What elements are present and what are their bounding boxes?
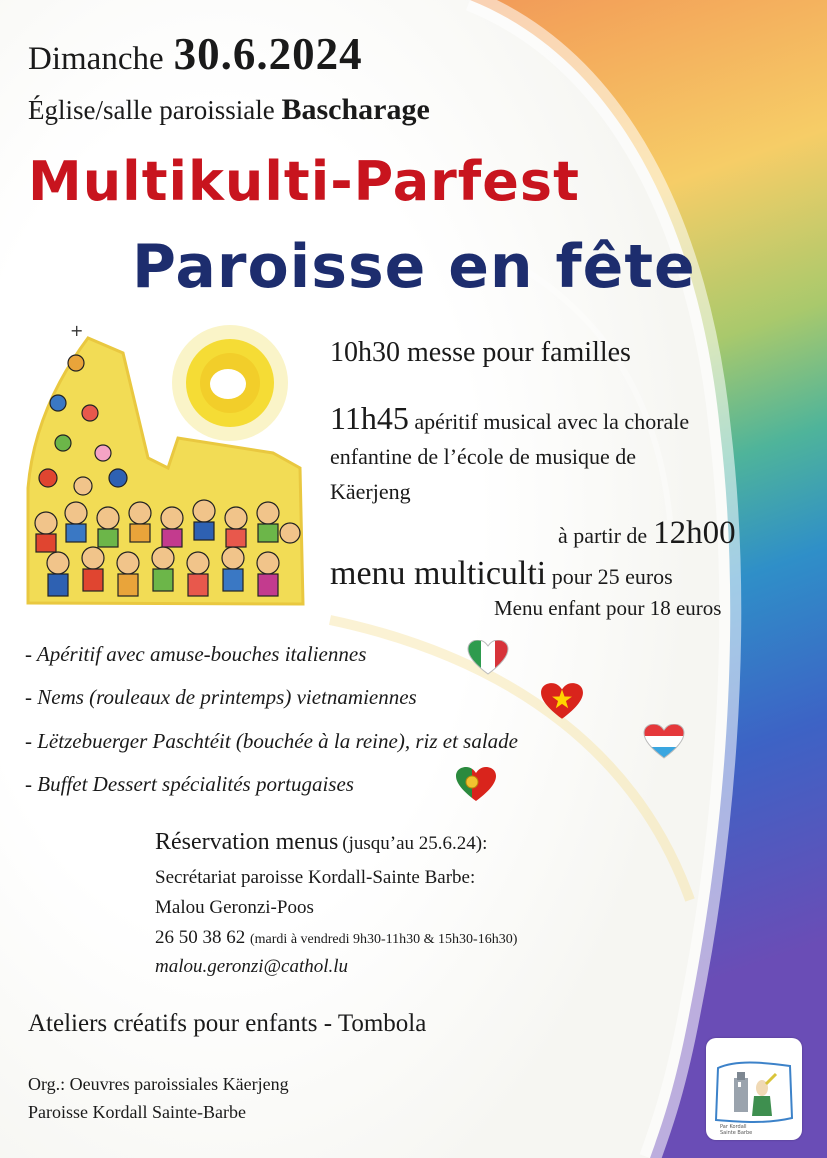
- reservation-secretariat: Secrétariat paroisse Kordall-Sainte Barbe:: [155, 867, 476, 888]
- venue-name: Bascharage: [281, 93, 430, 126]
- reservation-heading: [155, 829, 487, 856]
- vietnam-heart-icon: [540, 683, 584, 721]
- aperitif-line-2: enfantine de l’école de musique de: [330, 444, 637, 469]
- menu-name: menu multiculti: [330, 555, 547, 592]
- menu-item-portuguese: [25, 772, 354, 797]
- menu-price: pour 25 euros: [551, 564, 673, 589]
- child-menu-price: Menu enfant pour 18 euros: [494, 596, 722, 620]
- aperitif-text: apéritif musical avec la chorale: [414, 409, 690, 434]
- lunch-time-line: [558, 515, 736, 552]
- parish-logo-graphic: [706, 1038, 802, 1140]
- title-multikulti: Multikulti-Parfest: [28, 150, 580, 213]
- aperitif-time: 11h45: [330, 400, 409, 436]
- menu-dash: -: [25, 729, 32, 753]
- menu-item-text: Nems (rouleaux de printemps) vietnamiennes: [37, 685, 417, 709]
- reservation-deadline: (jusqu’au 25.6.24):: [342, 833, 488, 854]
- portugal-heart-icon: [455, 767, 497, 803]
- menu-dash: -: [25, 772, 32, 796]
- date-line: [28, 28, 363, 80]
- menu-item-text: Buffet Dessert spécialités portugaises: [37, 772, 354, 796]
- reservation-title: Réservation menus: [155, 829, 339, 855]
- menu-dash: -: [25, 642, 32, 666]
- menu-dash: -: [25, 685, 32, 709]
- mass-info: 10h30 messe pour familles: [330, 337, 631, 368]
- menu-price-line: [330, 555, 673, 593]
- organizer-line-2: Paroisse Kordall Sainte-Barbe: [28, 1102, 246, 1122]
- menu-item-text: Lëtzebuerger Paschtéit (bouchée à la reine), riz et salade: [37, 729, 518, 753]
- menu-item-italian: [25, 642, 366, 667]
- workshops-tombola: Ateliers créatifs pour enfants - Tombola: [28, 1010, 427, 1037]
- svg-text:+: +: [70, 321, 84, 340]
- reservation-hours: (mardi à vendredi 9h30-11h30 & 15h30-16h30): [250, 932, 518, 947]
- luxembourg-heart-icon: [643, 724, 685, 760]
- organizer-line-1: Org.: Oeuvres paroissiales Käerjeng: [28, 1074, 289, 1094]
- reservation-phone-line: [155, 927, 517, 949]
- aperitif-line-3: Käerjeng: [330, 479, 411, 504]
- church-children-illustration: [18, 318, 308, 610]
- logo-caption-1: Par Kordall: [720, 1124, 747, 1130]
- event-date: 30.6.2024: [173, 29, 363, 79]
- logo-caption-2: Sainte Barbe: [720, 1130, 753, 1136]
- aperitif-line: [330, 400, 689, 437]
- reservation-email[interactable]: malou.geronzi@cathol.lu: [155, 956, 349, 977]
- venue-line: [28, 93, 430, 127]
- lunch-time: 12h00: [653, 515, 736, 551]
- day-label: Dimanche: [28, 41, 164, 77]
- venue-prefix: Église/salle paroissiale: [28, 95, 275, 125]
- menu-item-text: Apéritif avec amuse-bouches italiennes: [36, 642, 367, 666]
- menu-item-luxembourgish: [25, 729, 518, 754]
- title-paroisse: Paroisse en fête: [132, 232, 696, 302]
- reservation-phone: 26 50 38 62: [155, 927, 246, 948]
- italy-heart-icon: [467, 640, 509, 676]
- reservation-contact: Malou Geronzi-Poos: [155, 897, 314, 918]
- lunch-prefix: à partir de: [558, 523, 648, 548]
- menu-item-vietnamese: [25, 685, 417, 710]
- parish-logo: [706, 1038, 802, 1140]
